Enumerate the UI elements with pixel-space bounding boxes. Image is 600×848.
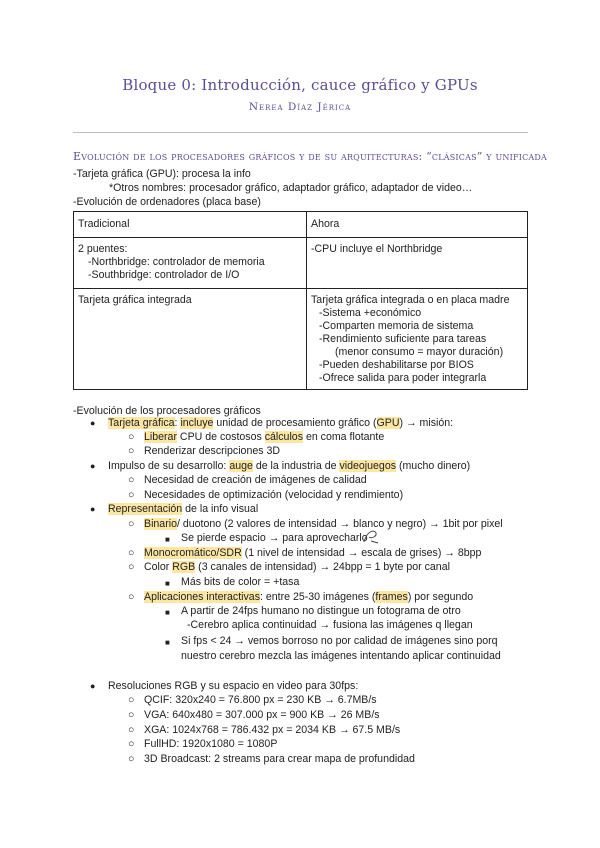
cell-line: Tarjeta gráfica integrada [78, 294, 192, 306]
square-bullet-icon: ■ [165, 579, 170, 588]
circle-bullet-icon: ○ [128, 474, 135, 486]
intro-line-1: -Tarjeta gráfica (GPU): procesa la info [73, 168, 251, 180]
cell-line: Tarjeta gráfica integrada o en placa madre [311, 294, 510, 306]
list-item: A partir de 24fps humano no distingue un fotograma de otro [181, 605, 461, 617]
list-item-continuation: nuestro cerebro mezcla las imágenes intentando aplicar continuidad [181, 650, 501, 662]
intro-line-3: -Evolución de ordenadores (placa base) [73, 196, 261, 208]
list-item: Impulso de su desarrollo: auge de la industria de videojuegos (mucho dinero) [108, 460, 471, 472]
list-item: Necesidad de creación de imágenes de calidad [144, 474, 367, 486]
bullet-icon: ● [90, 681, 96, 691]
table-cell [307, 238, 528, 289]
table-cell [74, 238, 307, 289]
list-item: 3D Broadcast: 2 streams para crear mapa de profundidad [144, 753, 415, 765]
circle-bullet-icon: ○ [128, 709, 135, 721]
list-item: Binario/ duotono (2 valores de intensidad → blanco y negro) → 1bit por pixel [144, 518, 503, 530]
square-bullet-icon: ■ [165, 638, 170, 647]
circle-bullet-icon: ○ [128, 547, 135, 559]
cell-line: -Comparten memoria de sistema [319, 320, 474, 332]
table-header-row [74, 212, 528, 238]
evolucion-heading: -Evolución de los procesadores gráficos [73, 405, 261, 417]
table-header-cell: Ahora [307, 212, 528, 238]
list-item: Representación de la info visual [108, 503, 259, 515]
cell-line: -CPU incluye el Northbridge [311, 243, 443, 255]
list-item: Tarjeta gráfica: incluye unidad de procesamiento gráfico (GPU) → misión: [108, 417, 454, 429]
circle-bullet-icon: ○ [128, 561, 135, 573]
list-item: QCIF: 320x240 = 76.800 px = 230 KB → 6.7MB/s [144, 694, 377, 706]
circle-bullet-icon: ○ [128, 445, 135, 457]
pen-scribble-icon [362, 527, 380, 547]
resoluciones-heading: Resoluciones RGB y su espacio en video para 30fps: [108, 680, 359, 692]
circle-bullet-icon: ○ [128, 431, 135, 443]
circle-bullet-icon: ○ [128, 738, 135, 750]
comparison-table [73, 211, 528, 390]
cell-line: (menor consumo = mayor duración) [335, 346, 504, 358]
table-cell [307, 289, 528, 390]
list-item: Se pierde espacio → para aprovecharlo [181, 532, 368, 544]
list-item: Renderizar descripciones 3D [144, 445, 281, 457]
list-item: Más bits de color = +tasa [181, 576, 300, 588]
circle-bullet-icon: ○ [128, 591, 135, 603]
list-item: Necesidades de optimización (velocidad y rendimiento) [144, 489, 404, 501]
intro-line-2: *Otros nombres: procesador gráfico, adaptador gráfico, adaptador de video… [109, 182, 473, 194]
list-item: Liberar CPU de costosos cálculos en coma flotante [144, 431, 385, 443]
cell-line: 2 puentes: [78, 243, 128, 255]
circle-bullet-icon: ○ [128, 753, 135, 765]
circle-bullet-icon: ○ [128, 724, 135, 736]
list-item: XGA: 1024x768 = 786.432 px = 2034 KB → 67.5 MB/s [144, 724, 401, 736]
table-header-cell: Tradicional [74, 212, 307, 238]
square-bullet-icon: ■ [165, 608, 170, 617]
list-item: Aplicaciones interactivas: entre 25-30 imágenes (frames) por segundo [144, 591, 474, 603]
bullet-icon: ● [90, 504, 96, 514]
list-item: Color RGB (3 canales de intensidad) → 24bpp = 1 byte por canal [144, 561, 450, 573]
bullet-icon: ● [90, 418, 96, 428]
bullet-icon: ● [90, 461, 96, 471]
table-row [74, 289, 528, 390]
cell-line: -Pueden deshabilitarse por BIOS [319, 359, 474, 371]
cell-line: -Ofrece salida para poder integrarla [319, 372, 487, 384]
cell-line: -Northbridge: controlador de memoria [88, 256, 265, 268]
table-cell [74, 289, 307, 390]
circle-bullet-icon: ○ [128, 518, 135, 530]
page-title: Bloque 0: Introducción, cauce gráfico y GPUs [122, 76, 478, 94]
cell-line: -Sistema +económico [319, 307, 422, 319]
list-item: VGA: 640x480 = 307.000 px = 900 KB → 26 MB/s [144, 709, 380, 721]
list-item: FullHD: 1920x1080 = 1080P [144, 738, 278, 750]
table-row [74, 238, 528, 289]
cell-line: -Southbridge: controlador de I/O [88, 269, 240, 281]
section-title: Evolución de los procesadores gráficos y de su arquitecturas: “clásicas” y unificada [73, 150, 547, 163]
list-item: Monocromático/SDR (1 nivel de intensidad → escala de grises) → 8bpp [144, 547, 482, 559]
list-item: Si fps < 24 → vemos borroso no por calidad de imágenes sino porq [181, 635, 498, 647]
square-bullet-icon: ■ [165, 535, 170, 544]
list-item-continuation: -Cerebro aplica continuidad → fusiona las imágenes q llegan [187, 619, 473, 631]
divider [73, 132, 528, 133]
circle-bullet-icon: ○ [128, 694, 135, 706]
author-name: Nerea Díaz Jérica [248, 101, 352, 113]
circle-bullet-icon: ○ [128, 489, 135, 501]
cell-line: -Rendimiento suficiente para tareas [319, 333, 487, 345]
